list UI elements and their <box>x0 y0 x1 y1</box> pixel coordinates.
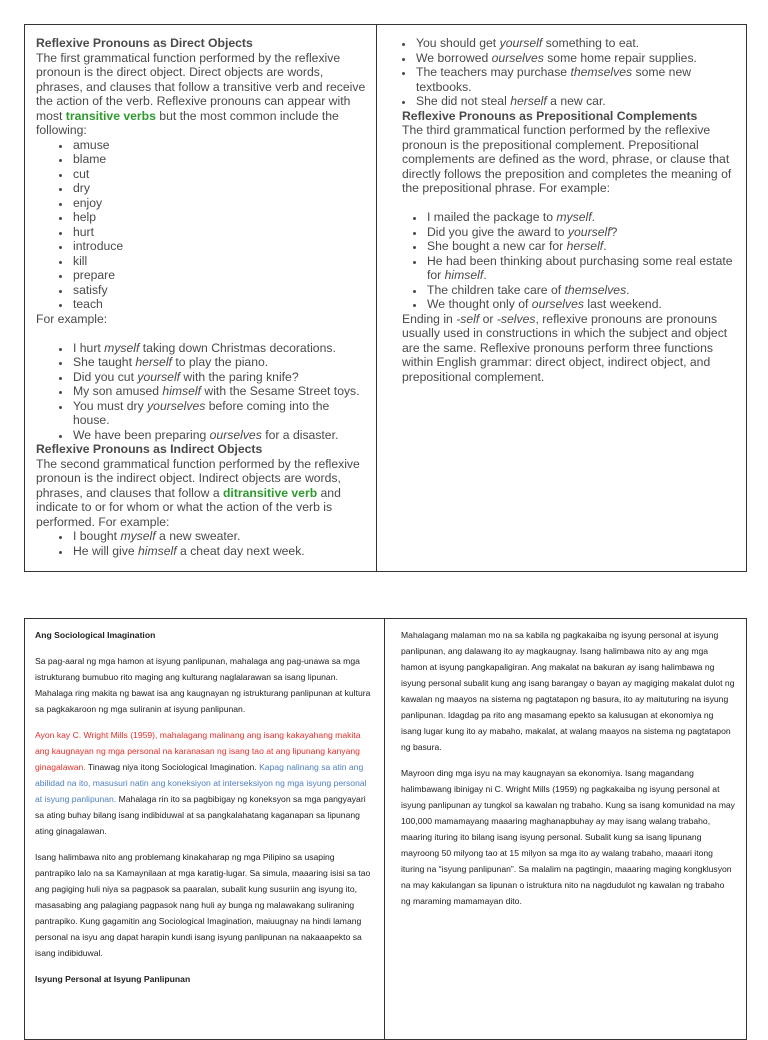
right-column <box>385 619 746 1039</box>
text-segment: We thought only of <box>427 297 532 311</box>
paragraph <box>35 653 374 717</box>
text-segment: herself <box>135 355 172 369</box>
list-item <box>71 225 366 240</box>
text-segment: ? <box>610 224 618 239</box>
text-segment: You must dry <box>73 398 148 413</box>
text-segment: to play the piano. <box>171 355 269 369</box>
text-segment: and indicate to or for whom or what the action of the verb is performed. For example: <box>36 485 341 529</box>
text-segment: . <box>591 210 596 224</box>
text-segment: ourselves <box>491 50 544 65</box>
text-segment: dry <box>73 181 90 195</box>
text-segment: She bought a new car for <box>427 239 567 253</box>
text-segment: Ang Sociological Imagination <box>35 630 156 640</box>
right-column <box>377 25 746 571</box>
list-item <box>71 138 366 153</box>
list-item <box>71 529 366 544</box>
text-segment: She did not steal <box>416 94 511 108</box>
list-item <box>71 196 366 211</box>
list-item <box>71 370 366 385</box>
paragraph <box>36 457 366 530</box>
text-segment: a new sweater. <box>155 529 241 543</box>
text-segment: before coming into the house. <box>73 398 330 427</box>
bullet-list <box>402 36 736 109</box>
list-item <box>414 94 736 109</box>
text-segment: Mahalaga rin ito sa pagbibigay ng koneksyon sa mga pangyayari sa ating buhay bilang isang indibiduwal at sa pangkalahatang kaganapan sa lipunang ating ginagalawan. <box>35 794 366 836</box>
list-item <box>71 544 366 559</box>
list-item <box>71 341 366 356</box>
text-segment: . <box>626 282 630 297</box>
text-segment: enjoy <box>73 195 103 210</box>
text-segment: My son amused <box>73 384 163 398</box>
text-segment: myself <box>120 529 156 543</box>
text-segment: yourself <box>499 36 543 50</box>
text-segment: -selves <box>496 311 536 326</box>
text-segment: She taught <box>73 355 136 369</box>
section-heading <box>35 627 374 643</box>
text-segment: hurt <box>73 224 95 239</box>
list-item <box>71 268 366 283</box>
text-segment: Mayroon ding mga isyu na may kaugnayan sa ekonomiya. Isang magandang halimbawang ibinigay ni C. Wright Mills (1959) ng pagkakaiba ng isyung personal at isyung panlipunan ay tungkol sa kawalan ng trabaho. Kung sa isang komunidad na may 100,000 mamamayang maaaring maghanapbuhay ay may isang walang trabaho, maaring ituring ito bilang isang isyung personal. Subalit kung sa isang lipunang mayroong 50 milyong tao at 15 milyon sa mga ito ay walang trabaho, maaari itong ituring na “isyung panlipunan”. Sa malalim na pagtingin, maaaring maging kongklusyon na may kakulangan sa lipunan o istruktura nito na nagdudulot ng kawalan ng trabaho ng maraming mamamayan dito. <box>401 768 735 906</box>
list-item <box>414 51 736 66</box>
text-segment: The third grammatical function performed by the reflexive pronoun is the prepositional complement. Prepositional complements are defined as the word, phrase, or clause that directly follows the preposition and completes the meaning of the prepositional phrase. For example: <box>402 123 732 195</box>
text-segment: themselves <box>564 282 627 297</box>
glossary-link[interactable]: ditransitive verb <box>222 485 318 500</box>
text-segment: taking down Christmas decorations. <box>139 340 336 355</box>
text-segment: amuse <box>73 137 110 152</box>
list-item <box>71 355 366 370</box>
text-segment: You should get <box>416 36 500 50</box>
list-item <box>425 283 736 298</box>
list-item <box>71 283 366 298</box>
bullet-list <box>402 210 736 312</box>
list-item <box>425 297 736 312</box>
text-segment: himself <box>138 543 177 558</box>
text-segment: Tinawag niya itong Sociological Imagination. <box>85 762 260 772</box>
list-item <box>71 152 366 167</box>
text-segment: We have been preparing <box>73 427 210 442</box>
text-segment: introduce <box>73 239 124 253</box>
text-segment: , reflexive pronouns are pronouns usually used in constructions in which the subject and object are the same. Reflexive pronouns perform three functions within English grammar: direct object, indirect object, and prepositional complement. <box>402 311 728 384</box>
text-segment: Did you give the award to <box>427 224 568 239</box>
text-segment: -self <box>456 311 480 326</box>
text-segment: a new car. <box>546 94 606 108</box>
text-segment: help <box>73 210 97 224</box>
list-item <box>425 239 736 254</box>
left-column <box>25 619 385 1039</box>
text-segment: The second grammatical function performed by the reflexive pronoun is the indirect object. Indirect objects are words, phrases, and clauses that follow a <box>36 456 360 500</box>
list-item <box>71 239 366 254</box>
text-segment: myself <box>104 340 140 355</box>
list-item <box>414 65 736 94</box>
text-segment: blame <box>73 152 107 166</box>
text-segment: yourself <box>137 369 181 384</box>
list-item <box>71 399 366 428</box>
text-segment: He will give <box>73 543 139 558</box>
text-segment: herself <box>510 94 547 108</box>
paragraph <box>36 51 366 138</box>
section-heading <box>402 109 736 124</box>
text-segment: The first grammatical function performed by the reflexive pronoun is the direct object. Direct objects are words, phrases, and clauses that follow a transitive verb and receive the action of the verb. Reflexive pronouns can appear with most <box>36 50 366 123</box>
text-segment: Reflexive Pronouns as Indirect Objects <box>36 442 263 456</box>
list-item <box>425 225 736 240</box>
list-item <box>71 181 366 196</box>
text-segment: The teachers may purchase <box>416 65 571 79</box>
list-item <box>414 36 736 51</box>
text-segment: yourself <box>567 224 611 239</box>
text-segment: I bought <box>73 529 121 543</box>
section-heading <box>36 442 366 457</box>
paragraph <box>401 765 736 909</box>
paragraph <box>35 849 374 961</box>
section-heading <box>35 971 374 987</box>
text-segment: or <box>479 311 497 326</box>
bullet-list <box>36 138 366 312</box>
text-segment: Isang halimbawa nito ang problemang kinakaharap ng mga Pilipino sa usaping pantrapiko lalo na sa Kamaynilaan at mga karatig-lugar. Sa simula, maaaring isisi sa tao ang pagiging huli niya sa pagpasok sa paaralan, subalit kung susuriin ang isyung ito, masasabing ang palagiang pagpasok nang huli ay bunga ng malawakang suliraning pantrapiko. Kung gagamitin ang Sociological Imagination, maiuugnay na hindi lamang personal na isyu ang dapat harapin kundi isang isyung panlipunan na nakaaapekto sa isang indibiduwal. <box>35 852 371 958</box>
list-item <box>71 297 366 312</box>
paragraph <box>402 312 736 385</box>
glossary-link[interactable]: transitive verbs <box>65 108 156 123</box>
text-segment: We borrowed <box>416 50 492 65</box>
text-segment: kill <box>73 253 88 268</box>
text-segment: with the paring knife? <box>180 369 299 384</box>
text-segment: teach <box>73 297 103 311</box>
text-segment: satisfy <box>73 282 108 297</box>
text-segment: for a disaster. <box>261 427 339 442</box>
text-segment: himself <box>444 268 484 282</box>
text-segment: He had been thinking about purchasing some real estate for <box>427 253 733 282</box>
text-segment: Reflexive Pronouns as Prepositional Complements <box>402 108 698 123</box>
text-segment: cut <box>73 166 90 181</box>
left-column <box>25 25 377 571</box>
text-segment: prepare <box>73 268 116 282</box>
text-segment: last weekend. <box>583 297 662 311</box>
section-heading <box>36 36 366 51</box>
text-segment: ourselves <box>209 427 262 442</box>
list-item <box>71 167 366 182</box>
text-segment: Reflexive Pronouns as Direct Objects <box>36 36 253 50</box>
list-item <box>71 254 366 269</box>
text-segment: some home repair supplies. <box>543 50 697 65</box>
list-item <box>71 210 366 225</box>
paragraph <box>402 123 736 196</box>
bullet-list <box>36 529 366 558</box>
text-segment: ourselves <box>531 297 584 311</box>
text-segment: Sa pag-aaral ng mga hamon at isyung panlipunan, mahalaga ang pag-unawa sa mga istrukturang bumubuo rito maging ang kulturang naglalarawan sa isang lipunan. Mahalaga ring makita ng bawat isa ang kaugnayan ng istrukturang panlipunan at kultura sa pagkakaroon ng mga suliranin at isyung panlipunan. <box>35 656 371 714</box>
text-segment: The children take care of <box>427 282 565 297</box>
text-segment: I hurt <box>73 340 105 355</box>
text-segment: a cheat day next week. <box>176 543 305 558</box>
paragraph <box>35 727 374 839</box>
sociological-imagination-page <box>24 618 747 1040</box>
text-segment: with the Sesame Street toys. <box>201 384 360 398</box>
list-item <box>425 210 736 225</box>
bullet-list <box>36 341 366 443</box>
text-segment: . <box>483 268 487 282</box>
reflexive-pronouns-page <box>24 24 747 572</box>
list-item <box>71 384 366 399</box>
text-segment: Ayon kay C. Wright Mills (1959), mahalagang malinang ang isang kakayahang makita ang kaugnayan ng mga personal na karanasan ng isang tao at ang lipunang kanyang ginagalawan. <box>35 730 361 772</box>
text-segment: Kapag nalinang sa atin ang abilidad na ito, masusuri natin ang koneksiyon at interseksiyon ng mga isyung personal at isyung panlipunan. <box>35 762 367 804</box>
list-item <box>425 254 736 283</box>
text-segment: themselves <box>570 65 633 79</box>
text-segment: myself <box>556 210 592 224</box>
text-segment: Ending in <box>402 311 457 326</box>
text-segment: Mahalagang malaman mo na sa kabila ng pagkakaiba ng isyung personal at isyung panlipunan, ang dalawang ito ay magkaugnay. Isang halimbawa nito ay ang mga hamon at isyung pangkapaligiran. Ang makalat na bakuran ay isang halimbawa ng isyung personal subalit kung ang isang barangay o bayan ay magiging makalat dulot ng kawalan ng maayos na sistema ng pagtatapon ng basura, ito ay maituturing na isyung panlipunan. Idagdag pa rito ang masamang epekto sa kalusugan at ekonomiya ng isang lugar kung ito ay mabaho, makalat, at walang maayos na sistema ng pagtatapon ng basura. <box>401 630 735 752</box>
text-segment: yourselves <box>147 398 206 413</box>
text-segment: some new textbooks. <box>416 65 692 94</box>
text-segment: but the most common include the following: <box>36 108 339 137</box>
text-segment: I mailed the package to <box>427 210 557 224</box>
text-segment: For example: <box>36 311 108 326</box>
text-segment: Isyung Personal at Isyung Panlipunan <box>35 974 191 984</box>
text-segment: Did you cut <box>73 369 138 384</box>
text-segment: something to eat. <box>542 36 640 50</box>
list-item <box>71 428 366 443</box>
paragraph <box>36 312 366 327</box>
text-segment: himself <box>162 384 202 398</box>
text-segment: herself <box>566 239 604 253</box>
text-segment: . <box>603 239 607 253</box>
paragraph <box>401 627 736 755</box>
